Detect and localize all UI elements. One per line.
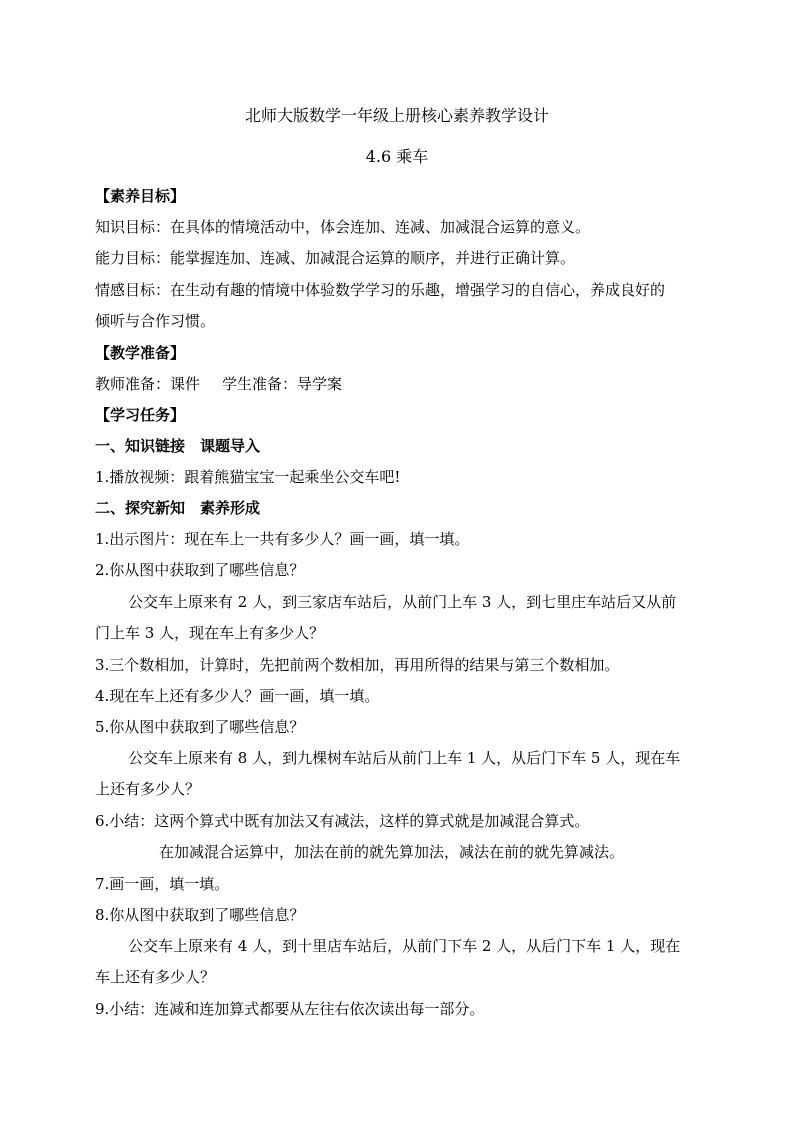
part2-item2-text-line2: 门上车 3 人，现在车上有多少人？ [95,624,325,642]
part1-item1: 1.播放视频：跟着熊猫宝宝一起乘坐公交车吧! [95,468,401,486]
part2-item6: 6.小结：这两个算式中既有加法又有减法，这样的算式就是加减混合算式。 [95,812,590,830]
part2-item7: 7.画一画，填一填。 [95,875,230,893]
section-heading-goals: 【素养目标】 [95,187,186,205]
document-title: 北师大版数学一年级上册核心素养教学设计 [244,106,549,125]
part2-item9: 9.小结：连减和连加算式都要从左往右依次读出每一部分。 [95,1000,485,1018]
part2-item4: 4.现在车上还有多少人？画一画，填一填。 [95,687,380,705]
prep-student: 学生准备：导学案 [222,375,343,393]
part2-item8: 8.你从图中获取到了哪些信息？ [95,906,305,924]
part2-item2-text-line1: 公交车上原来有 2 人，到三家店车站后，从前门上车 3 人，到七里庄车站后又从前 [128,593,677,611]
section-heading-tasks: 【学习任务】 [95,406,186,424]
section-heading-prep: 【教学准备】 [95,344,186,362]
part2-item1: 1.出示图片：现在车上一共有多少人？画一画，填一填。 [95,530,470,548]
part2-item2: 2.你从图中获取到了哪些信息？ [95,561,305,579]
goal-emotion-line1: 情感目标：在生动有趣的情境中体验数学学习的乐趣，增强学习的自信心，养成良好的 [95,281,666,299]
goal-emotion-line2: 倾听与合作习惯。 [95,312,216,330]
part1-heading: 一、知识链接 课题导入 [95,437,261,455]
part2-item8-text-line2: 车上还有多少人？ [95,968,216,986]
part2-heading: 二、探究新知 素养形成 [95,499,261,517]
goal-ability: 能力目标：能掌握连加、连减、加减混合运算的顺序，并进行正确计算。 [95,249,576,267]
part2-item5: 5.你从图中获取到了哪些信息？ [95,718,305,736]
part2-item5-text-line2: 上还有多少人？ [95,780,201,798]
goal-knowledge: 知识目标：在具体的情境活动中，体会连加、连减、加减混合运算的意义。 [95,218,591,236]
document-subtitle: 4.6 乘车 [365,147,429,166]
prep-line [95,374,705,394]
prep-teacher: 教师准备：课件 [95,375,201,393]
part2-item3: 3.三个数相加，计算时，先把前两个数相加，再用所得的结果与第三个数相加。 [95,656,620,674]
part2-item8-text-line1: 公交车上原来有 4 人，到十里店车站后，从前门下车 2 人，从后门下车 1 人，现在 [128,937,681,955]
part2-item6-text: 在加减混合运算中，加法在前的就先算加法，减法在前的就先算减法。 [159,843,625,861]
part2-item5-text-line1: 公交车上原来有 8 人，到九棵树车站后从前门上车 1 人，从后门下车 5 人，现在车 [128,749,681,767]
